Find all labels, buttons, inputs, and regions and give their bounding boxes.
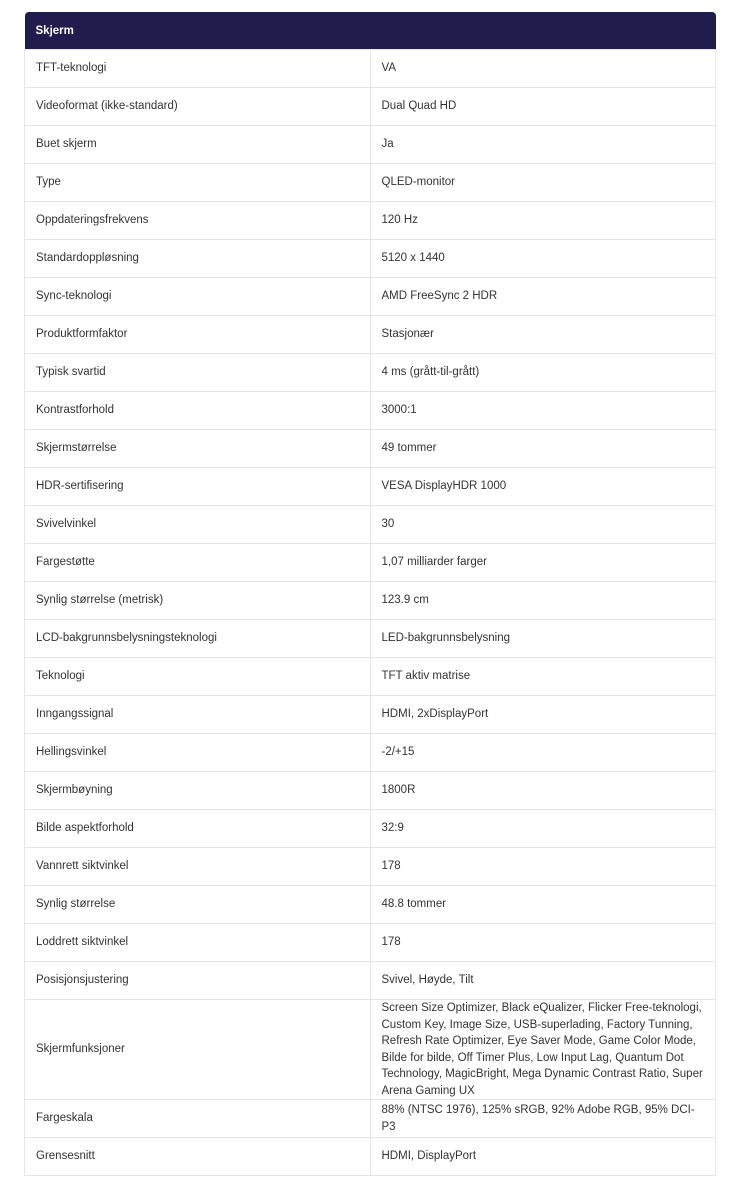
spec-row [25, 962, 716, 1000]
spec-table [24, 12, 716, 1176]
spec-value: 120 Hz [370, 202, 716, 240]
spec-label: Produktformfaktor [25, 316, 371, 354]
spec-row [25, 354, 716, 392]
spec-value: TFT aktiv matrise [370, 658, 716, 696]
spec-row [25, 468, 716, 506]
spec-value: 4 ms (grått-til-grått) [370, 354, 716, 392]
spec-label: Kontrastforhold [25, 392, 371, 430]
spec-value: 178 [370, 924, 716, 962]
spec-value: Screen Size Optimizer, Black eQualizer, Flicker Free-teknologi, Custom Key, Image Size, USB-superlading, Factory Tunning, Refresh Rate Optimizer, Eye Saver Mode, Game Color Mode, Bilde for bilde, Off Timer Plus, Low Input Lag, Quantum Dot Technology, MagicBright, Mega Dynamic Contrast Ratio, Super Arena Gaming UX [370, 1000, 716, 1100]
spec-label: Skjermbøyning [25, 772, 371, 810]
spec-value: HDMI, 2xDisplayPort [370, 696, 716, 734]
spec-label: Svivelvinkel [25, 506, 371, 544]
spec-label: Bilde aspektforhold [25, 810, 371, 848]
spec-row [25, 1100, 716, 1138]
spec-row [25, 430, 716, 468]
spec-value: 32:9 [370, 810, 716, 848]
spec-row [25, 620, 716, 658]
spec-value: Dual Quad HD [370, 88, 716, 126]
spec-label: Skjermfunksjoner [25, 1000, 371, 1100]
spec-label: Type [25, 164, 371, 202]
spec-label: Standardoppløsning [25, 240, 371, 278]
spec-row [25, 126, 716, 164]
spec-value: 49 tommer [370, 430, 716, 468]
spec-row [25, 50, 716, 88]
spec-row [25, 734, 716, 772]
spec-value: HDMI, DisplayPort [370, 1138, 716, 1176]
spec-label: Oppdateringsfrekvens [25, 202, 371, 240]
spec-row [25, 848, 716, 886]
spec-value: 88% (NTSC 1976), 125% sRGB, 92% Adobe RGB, 95% DCI-P3 [370, 1100, 716, 1138]
spec-value: 3000:1 [370, 392, 716, 430]
spec-label: Typisk svartid [25, 354, 371, 392]
spec-value: Svivel, Høyde, Tilt [370, 962, 716, 1000]
spec-label: Synlig størrelse (metrisk) [25, 582, 371, 620]
spec-row [25, 696, 716, 734]
spec-row [25, 202, 716, 240]
spec-row [25, 772, 716, 810]
spec-row [25, 316, 716, 354]
spec-row [25, 240, 716, 278]
spec-label: Posisjonsjustering [25, 962, 371, 1000]
spec-row [25, 392, 716, 430]
spec-label: HDR-sertifisering [25, 468, 371, 506]
spec-row [25, 582, 716, 620]
spec-row [25, 658, 716, 696]
spec-value: -2/+15 [370, 734, 716, 772]
spec-label: Fargestøtte [25, 544, 371, 582]
spec-row [25, 1000, 716, 1100]
spec-value: Stasjonær [370, 316, 716, 354]
spec-label: Loddrett siktvinkel [25, 924, 371, 962]
spec-value: 48.8 tommer [370, 886, 716, 924]
spec-label: Grensesnitt [25, 1138, 371, 1176]
section-title: Skjerm [25, 12, 716, 50]
spec-value: 178 [370, 848, 716, 886]
spec-value: QLED-monitor [370, 164, 716, 202]
spec-value: VA [370, 50, 716, 88]
spec-label: Synlig størrelse [25, 886, 371, 924]
spec-label: Fargeskala [25, 1100, 371, 1138]
spec-value: 30 [370, 506, 716, 544]
spec-value: 5120 x 1440 [370, 240, 716, 278]
spec-label: Vannrett siktvinkel [25, 848, 371, 886]
spec-label: Teknologi [25, 658, 371, 696]
spec-label: TFT-teknologi [25, 50, 371, 88]
spec-row [25, 88, 716, 126]
spec-label: Videoformat (ikke-standard) [25, 88, 371, 126]
spec-value: 1,07 milliarder farger [370, 544, 716, 582]
spec-row [25, 1138, 716, 1176]
spec-value: Ja [370, 126, 716, 164]
spec-label: Buet skjerm [25, 126, 371, 164]
spec-row [25, 544, 716, 582]
spec-label: Sync-teknologi [25, 278, 371, 316]
spec-value: AMD FreeSync 2 HDR [370, 278, 716, 316]
spec-row [25, 278, 716, 316]
spec-label: Hellingsvinkel [25, 734, 371, 772]
spec-row [25, 810, 716, 848]
spec-row [25, 164, 716, 202]
spec-row [25, 886, 716, 924]
spec-row [25, 506, 716, 544]
spec-value: 123.9 cm [370, 582, 716, 620]
spec-row [25, 924, 716, 962]
spec-label: Inngangssignal [25, 696, 371, 734]
spec-value: 1800R [370, 772, 716, 810]
spec-value: VESA DisplayHDR 1000 [370, 468, 716, 506]
spec-value: LED-bakgrunnsbelysning [370, 620, 716, 658]
spec-label: LCD-bakgrunnsbelysningsteknologi [25, 620, 371, 658]
spec-label: Skjermstørrelse [25, 430, 371, 468]
section-header-row [25, 12, 716, 50]
